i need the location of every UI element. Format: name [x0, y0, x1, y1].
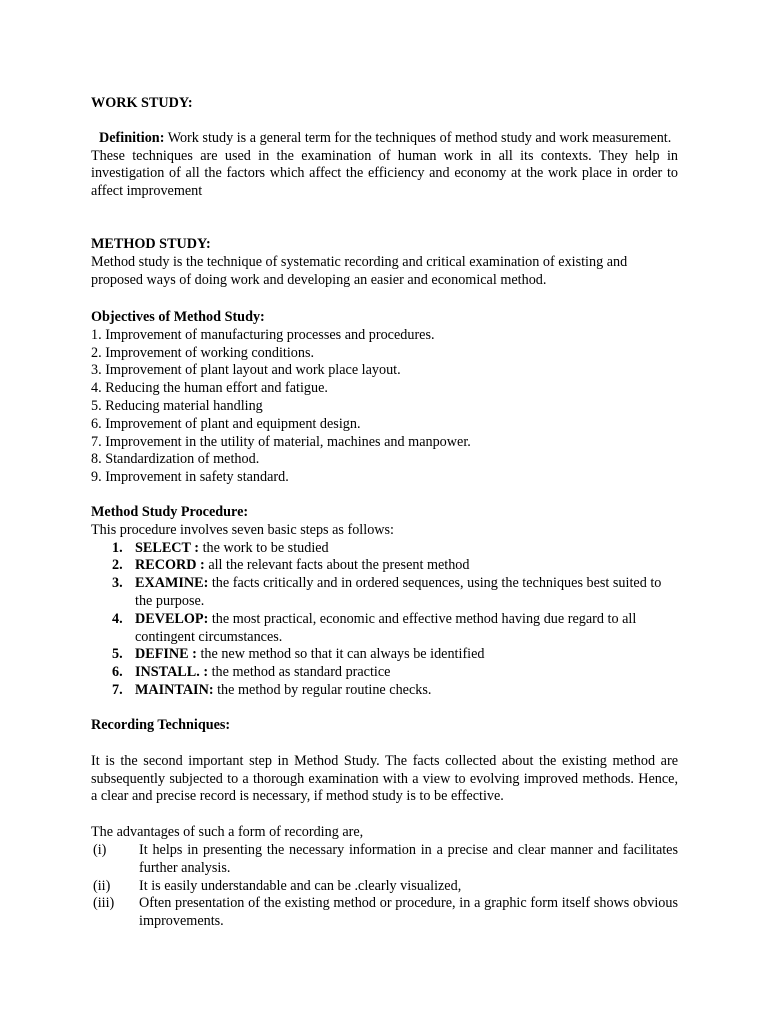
advantage-item — [91, 878, 678, 896]
method-study-heading: METHOD STUDY: — [91, 236, 211, 252]
objectives-list — [91, 327, 678, 487]
step-number: 6. — [112, 664, 123, 681]
advantages-intro: The advantages of such a form of recording are, — [91, 824, 364, 841]
list-item: 6. Improvement of plant and equipment design. — [91, 415, 361, 432]
definition-text: Work study is a general term for the techniques of method study and work measurement. — [164, 129, 672, 146]
list-item: 8. Standardization of method. — [91, 451, 260, 468]
advantages-list — [91, 842, 678, 931]
step-text: the most practical, economic and effective method having due regard to all contingent circumstances. — [135, 610, 637, 645]
list-item: 7. Improvement in the utility of material, machines and manpower. — [91, 433, 471, 450]
list-item: 9. Improvement in safety standard. — [91, 469, 289, 486]
step-item — [91, 557, 678, 575]
step-text: the new method so that it can always be identified — [196, 646, 485, 663]
procedure-section — [91, 504, 678, 700]
procedure-steps-list — [91, 540, 678, 700]
step-text: the work to be studied — [199, 539, 329, 556]
list-item: 1. Improvement of manufacturing processes and procedures. — [91, 326, 435, 343]
method-study-paragraph: Method study is the technique of systematic recording and critical examination of existing and proposed ways of doing work and developing an easier and economical method. — [91, 253, 628, 288]
advantage-text: Often presentation of the existing method or procedure, in a graphic form itself shows obvious improvements. — [139, 895, 678, 930]
step-number: 5. — [112, 646, 123, 663]
objectives-section — [91, 309, 678, 487]
step-term: EXAMINE: — [135, 575, 209, 592]
step-term: SELECT : — [135, 539, 200, 556]
list-item: 3. Improvement of plant layout and work place layout. — [91, 362, 401, 379]
work-study-paragraph: These techniques are used in the examination of human work in all its contexts. They help in investigation of all the factors which affect the efficiency and economy at the work place in order to affect improvement — [91, 147, 678, 200]
method-study-section — [91, 236, 678, 289]
step-number: 3. — [112, 575, 123, 592]
step-item — [91, 540, 678, 558]
step-item — [91, 575, 678, 611]
step-text: the method by regular routine checks. — [213, 681, 432, 698]
recording-paragraph: It is the second important step in Method Study. The facts collected about the existing method are subsequently subjected to a thorough examination with a view to evolving improved methods. Hence, a clear and precise record is necessary, if method study is to be effective. — [91, 752, 678, 805]
step-text: the facts critically and in ordered sequences, using the techniques best suited to the purpose. — [135, 575, 662, 609]
list-item: 2. Improvement of working conditions. — [91, 344, 315, 361]
step-text: all the relevant facts about the present method — [204, 557, 470, 574]
step-term: INSTALL. : — [135, 664, 209, 681]
procedure-intro: This procedure involves seven basic steps as follows: — [91, 521, 394, 538]
step-number: 1. — [112, 539, 123, 556]
advantage-text: It is easily understandable and can be .clearly visualized, — [139, 877, 462, 894]
step-term: DEVELOP: — [135, 610, 209, 627]
step-term: RECORD : — [135, 557, 205, 574]
roman-numeral: (ii) — [93, 877, 111, 894]
advantage-text: It helps in presenting the necessary information in a precise and clear manner and facilitates further analysis. — [139, 841, 678, 876]
list-item: 4. Reducing the human effort and fatigue. — [91, 380, 328, 397]
recording-section — [91, 717, 678, 931]
step-number: 2. — [112, 557, 123, 574]
step-number: 4. — [112, 610, 123, 627]
step-item — [91, 664, 678, 682]
work-study-heading: WORK STUDY: — [91, 95, 193, 111]
step-text: the method as standard practice — [208, 664, 391, 681]
advantage-item — [91, 842, 678, 878]
advantage-item — [91, 895, 678, 931]
recording-heading: Recording Techniques: — [91, 717, 231, 733]
procedure-heading: Method Study Procedure: — [91, 504, 249, 520]
definition-label: Definition: — [99, 129, 165, 146]
roman-numeral: (i) — [93, 841, 107, 858]
step-item — [91, 611, 678, 647]
step-term: MAINTAIN: — [135, 681, 214, 698]
roman-numeral: (iii) — [93, 895, 115, 912]
list-item: 5. Reducing material handling — [91, 397, 263, 414]
step-number: 7. — [112, 681, 123, 698]
definition-paragraph — [91, 130, 678, 148]
work-study-section — [91, 95, 678, 201]
step-term: DEFINE : — [135, 646, 197, 663]
step-item — [91, 682, 678, 700]
step-item — [91, 646, 678, 664]
objectives-heading: Objectives of Method Study: — [91, 309, 265, 325]
